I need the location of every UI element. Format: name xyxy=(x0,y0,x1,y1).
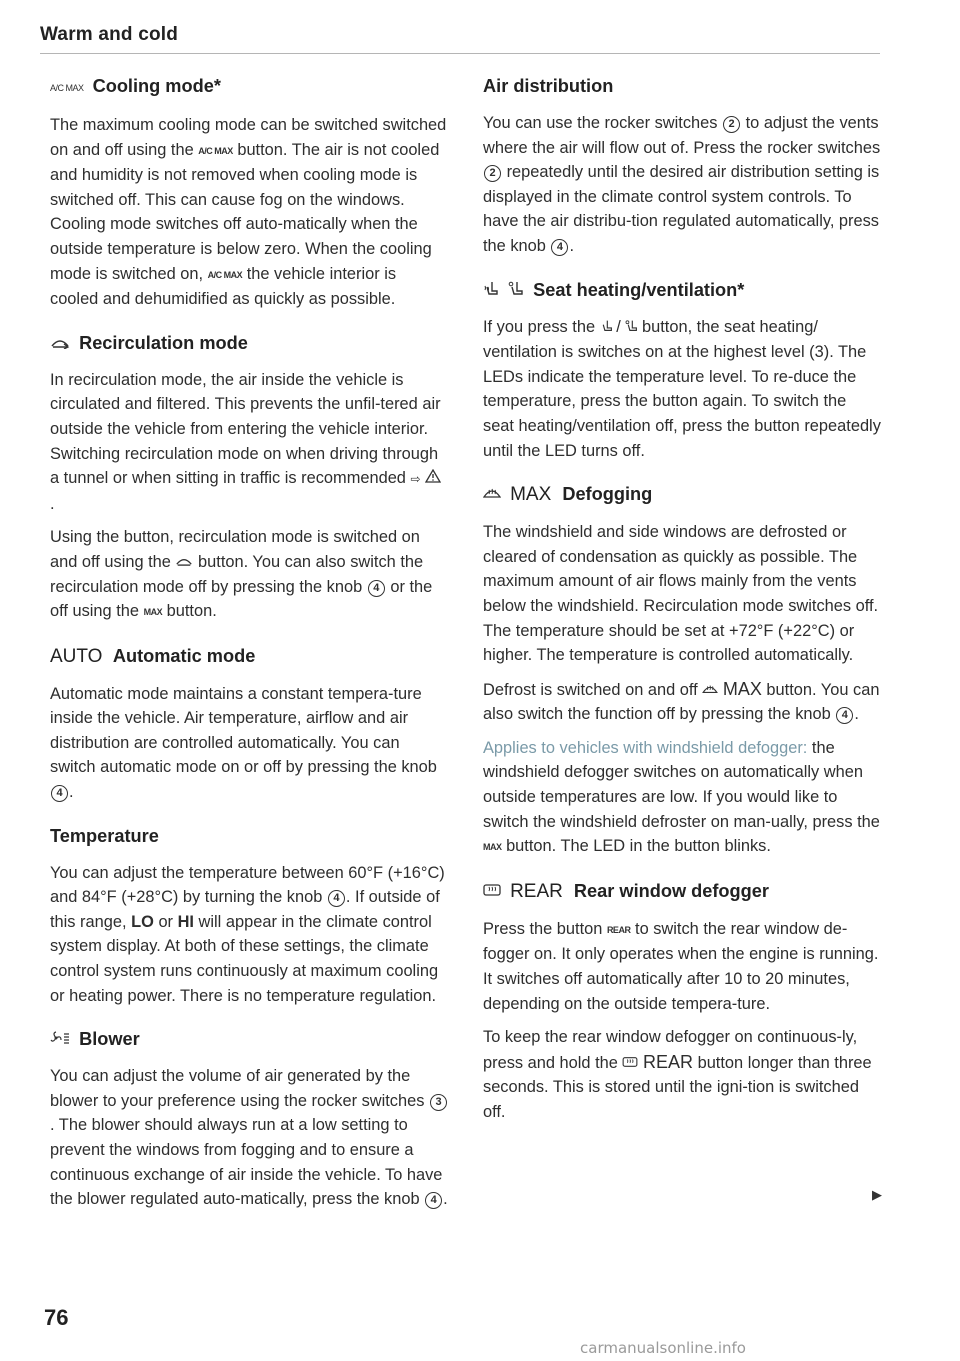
ac-max-icon: A/C MAX xyxy=(50,83,84,93)
recirculation-paragraph-2: Using the button, recirculation mode is switched on and off using the button. You can also switch the recirculation mode off by pressing the knob 4 or the off using the MAX button. xyxy=(50,528,433,621)
page-number: 76 xyxy=(44,1305,69,1330)
heading-recirculation-mode xyxy=(50,330,448,356)
blower-paragraph: You can adjust the volume of air generated by the blower to your preference using the rocker switches 3. The blower should always run at a low setting to prevent the windows from fogging and to ensure a continuous exchange of air inside the vehicle. To have the blower regulated auto-matically, press the knob 4 . xyxy=(50,1067,448,1209)
callout-2: 2 xyxy=(723,116,740,133)
windshield-defrost-icon: MAX xyxy=(483,842,502,853)
heading-rear-window-defogger xyxy=(483,878,881,905)
heading-text: Temperature xyxy=(50,825,159,846)
rear-label: REAR xyxy=(510,880,563,902)
rear-window-defogger-icon xyxy=(483,881,506,901)
heading-cooling-mode xyxy=(50,73,448,101)
defogging-paragraph-3: Applies to vehicles with windshield defogger: the windshield defogger switches on automatically when outside temperatures are low. If you would like to switch the windshield defroster on man-ually, press the MAX button. The LED in the button blinks. xyxy=(483,738,880,856)
defogging-paragraph-2: Defrost is switched on and off MAX button. You can also switch the function off by pressing the knob 4 . xyxy=(483,678,880,724)
callout-4: 4 xyxy=(368,580,385,597)
fan-icon xyxy=(50,1029,75,1049)
seat-ventilation-icon xyxy=(508,280,529,300)
windshield-defrost-icon xyxy=(702,681,723,699)
windshield-defrost-icon: MAX xyxy=(143,607,163,618)
heading-temperature xyxy=(50,823,448,849)
cooling-paragraph: The maximum cooling mode can be switched switched on and off using the A/C MAX button. The air is not cooled and humidity is not removed when cooling mode is switched off. This can cause fog on the windows. Cooling mode switches off auto-matically when the outside temperature is below zero. When the cooling mode is switched on, A/C MAX the vehicle interior is cooled and dehumidified as quickly as possible. xyxy=(50,116,447,309)
rear-window-defogger-icon xyxy=(622,1054,643,1072)
rear-paragraph-1: Press the button REAR to switch the rear window de-fogger on. It only operates when the engine is running. It switches off automatically after 10 to 20 minutes, depending on the outside tempera-ture. xyxy=(483,919,879,1013)
recirculation-icon xyxy=(175,553,198,571)
left-column xyxy=(50,73,448,1221)
recirculation-paragraph-1: In recirculation mode, the air inside the vehicle is circulated and filtered. This prevents the unfil-tered air outside the vehicle from entering the vehicle interior. Switching recirculation mode on when driving through a tunnel or when sitting in traffic is recommended ⇨ . xyxy=(50,370,441,513)
reference-arrow-icon: ⇨ xyxy=(410,472,421,487)
rear-paragraph-2: To keep the rear window defogger on continuous-ly, press and hold the REAR button longer than three seconds. This is stored until the igni-tion is switched off. xyxy=(483,1028,872,1121)
temperature-paragraph: You can adjust the temperature between 60°F (+16°C) and 84°F (+28°C) by turning the knob 4 . If outside of this range, LO or HI will appear in the climate control system display. At both of these settings, the climate control system runs continuously at maximum cooling or heating power. There is no temperature regulation. xyxy=(50,863,445,1005)
heading-air-distribution xyxy=(483,73,881,99)
callout-4: 4 xyxy=(51,785,68,802)
heading-text: Automatic mode xyxy=(112,645,256,666)
callout-4: 4 xyxy=(328,890,345,907)
heading-defogging xyxy=(483,481,881,508)
seat-ventilation-icon xyxy=(625,320,642,335)
watermark: carmanualsonline.info xyxy=(580,1339,746,1357)
page-header xyxy=(40,24,880,54)
section-title: Warm and cold xyxy=(40,24,179,45)
heading-text: Rear window defogger xyxy=(573,880,769,901)
defogging-paragraph-1: The windshield and side windows are defrosted or cleared of condensation as quickly as possible. The maximum amount of air flows mainly from the vents below the windshield. Recirculation mode switches off. The temperature should be set at +72°F (+22°C) or higher. The temperature is controlled automatically. xyxy=(483,523,879,665)
warning-triangle-icon[interactable] xyxy=(425,469,441,487)
callout-2: 2 xyxy=(484,165,501,182)
seat-heating-icon xyxy=(600,320,617,335)
heading-text: Recirculation mode xyxy=(79,332,248,353)
callout-3: 3 xyxy=(430,1094,447,1111)
right-column xyxy=(483,73,881,1134)
heading-text: Air distribution xyxy=(483,76,614,96)
heading-text: Cooling mode* xyxy=(92,76,221,96)
automatic-paragraph: Automatic mode maintains a constant tempera-ture inside the vehicle. Air temperature, airflow and air distribution are controlled automatically. You can switch automatic mode on or off by pressing the knob 4 . xyxy=(50,684,437,802)
callout-4: 4 xyxy=(551,239,568,256)
ac-max-icon: A/C MAX xyxy=(198,145,233,156)
air-distribution-paragraph: You can use the rocker switches 2 to adjust the vents where the air will flow out of. Press the rocker switches 2 repeatedly until the desired air distribution setting is displayed in the climate control system controls. To have the air distribu-tion regulated automatically, press the knob 4 . xyxy=(483,114,881,255)
recirculation-icon xyxy=(50,333,75,353)
rear-window-defogger-icon: REAR xyxy=(606,924,631,935)
callout-4: 4 xyxy=(425,1192,442,1209)
heading-automatic-mode xyxy=(50,643,448,670)
auto-label: AUTO xyxy=(50,645,103,667)
continue-arrow-icon[interactable]: ▶ xyxy=(872,1187,882,1202)
callout-4: 4 xyxy=(836,707,853,724)
heading-blower xyxy=(50,1026,448,1052)
seat-paragraph: If you press the / button, the seat heating/ ventilation is switches on at the highest level (3). The LEDs indicate the temperature level. To re-duce the temperature, press the button again. To switch the seat heating/ventilation off, press the button repeatedly until the LED turns off. xyxy=(483,317,881,460)
applies-note: Applies to vehicles with windshield defogger: xyxy=(483,738,808,757)
max-label: MAX xyxy=(510,484,552,506)
ac-max-icon: A/C MAX xyxy=(207,269,243,280)
heading-text: Blower xyxy=(79,1029,140,1050)
heading-text: Defogging xyxy=(562,484,653,505)
windshield-defrost-icon xyxy=(483,484,506,504)
seat-heating-icon xyxy=(483,280,504,300)
heading-seat-heating xyxy=(483,277,881,303)
heading-text: Seat heating/ventilation* xyxy=(533,279,745,300)
